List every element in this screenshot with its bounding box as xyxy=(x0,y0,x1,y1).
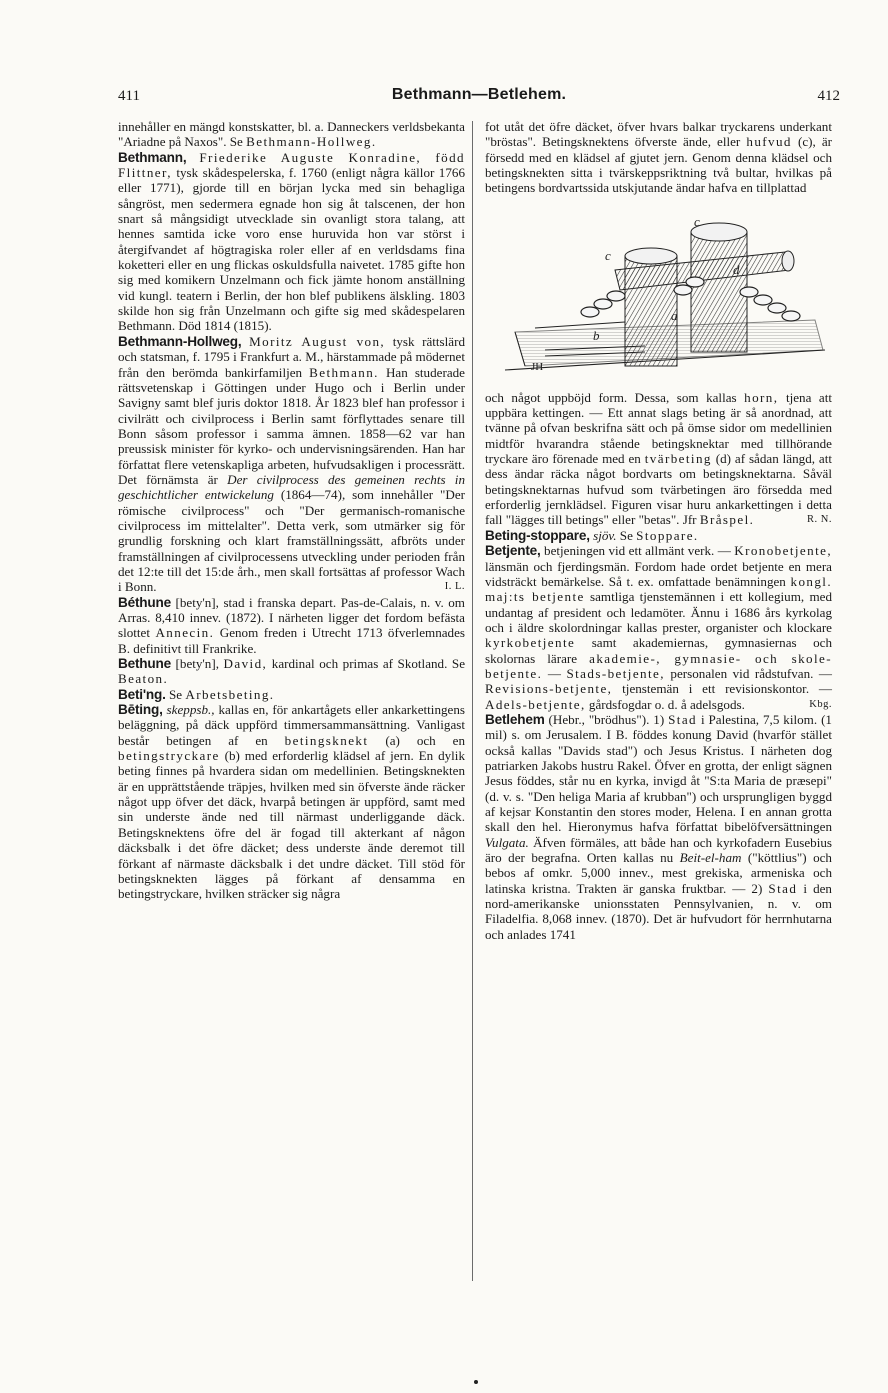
cross-reference: Stoppare. xyxy=(636,527,699,543)
entry-headword: Bethune xyxy=(118,656,171,672)
entry-bethune-city: Béthune [bety'n], stad i franska depart. Pas-de-Calais, n. v. om Arras. 8,410 innev. (1872). I närheten ligger det fordom befästa slottet Annecin. Genom freden i Utrecht 1713 öfverlemnades B. definitivt till Frankrike. xyxy=(118,594,466,656)
author-signature: I. L. xyxy=(444,581,465,593)
entry-headword: Bethmann-Hollweg, xyxy=(118,333,242,349)
cross-reference: Bethmann-Hollweg. xyxy=(246,134,377,150)
figure-label-b: b xyxy=(593,327,600,343)
left-column xyxy=(118,119,465,902)
paragraph-continuation: och något uppböjd form. Dessa, som kallas horn, tjena att uppbära kettingen. — Ett annat slags beting är så anordnad, att tvänne på ofvan beskrifna sätt och på ömse sidor om medellinien midtför hvarandra stående betingsknektar med tillhörande tryckare äro förenade med en tvärbeting (d) af sådan längd, att dess ändar räcka något bordvarts om betingsknektarna. Såväl betingsknektarnas hufvud som tvärbetingen äro försedda med erforderlig jernklädsel. Figuren visar huru ankarkettingen i detta fall "lägges till betings" eller "betas". Jfr Bråspel. R. N. xyxy=(485,389,832,528)
figure-label-a: a xyxy=(671,307,678,323)
right-column xyxy=(485,119,832,942)
paragraph-continuation: innehåller en mängd konstskatter, bl. a. Danneckers verldsbekanta "Ariadne på Naxos". Se Bethmann-Hollweg. xyxy=(118,119,465,150)
entry-headword: Bēting, xyxy=(118,702,163,718)
entry-beting-stoppare: Beting-stoppare, sjöv. Se Stoppare. xyxy=(485,527,699,543)
entry-betjente: Betjente, betjeningen vid ett allmänt verk. — Kronobetjente, länsmän och fjerdingsmän. Fordom hade ordet betjente en mera vidsträckt bemärkelse. Så t. ex. omfattade benämningen kongl. maj:ts betjente samtliga tjenstemännen i ett kollegium, med undantag af president och ledamöter. Ännu i 1686 års kyrkolag och i äldre skolordningar kallas prester, organister och klockare kyrkobetjente samt akademiernas, gymnasiernas och skolornas lärare akademie-, gymnasie- och skole-betjente. — Stads-betjente, personalen vid rådstufvan. — Revisions-betjente, tjenstemän i ett revisionskontor. — Adels-betjente, gårdsfogdar o. d. å adelsgods. Kbg. xyxy=(485,543,833,712)
page-number-left: 411 xyxy=(118,88,140,104)
entry-bethmann: Bethmann, Friederike Auguste Konradine, född Flittner, tysk skådespelerska, f. 1760 (enligt några källor 1766 eller 1771), gjorde till en början lycka med sin behagliga sångröst, men sedermera egnade hon sig åt talscenen, der hon snart så mångsidigt utvecklade sin ovanligt stora talang, att hennes samtida icke voro ense huruvida hon var störst i återgifvandet af högtragiska roler eller af en verldsdams fina koketteri eller en ung flickas oskuldsfulla naivetet. 1785 gifte hon sig med komikern Unzelmann och fick jämte honom anställning vid kungl. teatern i Berlin, der hon blef publikens älskling. 1803 skilde hon sig från Unzelmann och gifte sig med skådespelaren Bethmann. Död 1814 (1815). xyxy=(118,149,465,334)
entry-beting-ref: Beti'ng. Se Arbetsbeting. xyxy=(118,686,275,702)
entry-headword: Beti'ng. xyxy=(118,686,166,702)
beting-engraving xyxy=(485,200,832,388)
engraver-signature: JH xyxy=(531,360,544,373)
entry-headword: Béthune xyxy=(118,594,171,610)
print-mark xyxy=(474,1380,478,1384)
cross-reference: Bethmann. xyxy=(309,364,379,380)
cross-reference: Bråspel. xyxy=(699,512,755,528)
beting-illustration xyxy=(485,200,832,388)
entry-betlehem: Betlehem (Hebr., "brödhus"). 1) Stad i Palestina, 7,5 kilom. (1 mil) s. om Jerusalem. I B. föddes konung David (hvarför stället också kallas "Davids stad") och Jesus Kristus. I närheten dog patriarken Jakobs hustru Rakel. Öfver en grotta, der enligt sägnen Jesus föddes, står nu en kyrka, invigd åt "S:ta Maria de præsepi" (d. v. s. "Den heliga Maria af krubban") och ursprungligen byggd af kejsar Konstantin den stores moder, Helena. I en annan grotta skall den hel. Hieronymus hafva författat bibelöfversättningen Vulgata. Äfven förmäles, att både han och kyrkofadern Eusebius äro der begrafna. Orten kallas nu Beit-el-ham ("köttlius") och bebos af omkr. 5,000 innev., mest grekiska, armeniska och latinska kristna. Trakten är ganska fruktbar. — 2) Stad i den nord-amerikanske unionsstaten Pennsylvanien, n. v. om Filadelfia. 8,068 innev. (1870). Det är hufvudort för herrnhutarna och anlades 1741 xyxy=(485,711,832,942)
running-head: Bethmann—Betlehem. xyxy=(391,86,567,103)
entry-bethune-david: Bethune [bety'n], David, kardinal och primas af Skotland. Se Beaton. xyxy=(118,656,465,687)
entry-headword: Betjente, xyxy=(485,543,541,559)
cross-reference: Beaton. xyxy=(118,671,169,687)
entry-headword: Beting-stoppare, xyxy=(485,527,590,543)
entry-headword: Bethmann, xyxy=(118,149,187,165)
page-header xyxy=(118,88,840,110)
figure-label-c: c xyxy=(694,213,700,229)
cross-reference: Annecin. xyxy=(155,625,215,641)
book-title: Der civilprocess des gemeinen rechts in geschichtlicher entwickelung xyxy=(118,471,465,503)
entry-bethmann-hollweg: Bethmann-Hollweg, Moritz August von, tysk rättslärd och statsman, f. 1795 i Frankfurt a. M., härstammade på mödernet från den berömda bankirfamiljen Bethmann. Han studerade rättsvetenskap i Göttingen under Hugo och i Berlin under Savigny samt blef juris doktor 1818. År 1823 blef han professor i civilrätt och civilprocess i Berlin samt förflyttades senare till Bonn såsom professor i samma ämnen. 1858—62 var han preussisk minister för kyrko- och undervisningsärenden. Han har författat flere vetenskapliga arbeten, hufvudsakligen i processrätt. Det förnämsta är Der civilprocess des gemeinen rechts in geschichtlicher entwickelung (1864—74), som innehåller "Der römische civilprocess" och "Der germanisch-romanische civilprocess im mittelalter". Detta verk, som utmärker sig för grundlig forskning och klart framställningssätt, afbröts under framställningen af civilprocessens utveckling under perioden från det 12:te till det 15:de årh., men skall fortsättas af professor Wach i Bonn. I. L. xyxy=(118,333,466,595)
place-name: Beit-el-ham xyxy=(679,850,742,866)
paragraph-continuation: fot utåt det öfre däcket, öfver hvars balkar tryckarens underkant "bröstas". Betingsknektens öfverste ände, eller hufvud (c), är försedd med en klädsel af gjutet jern. Genom denna klädsel och betingsknekten sitta i tvärskeppsriktning två bultar, hvilkas på betingens bordvartssida utskjutande ändar hafva en tillplattad xyxy=(485,119,832,196)
book-title: Vulgata. xyxy=(485,834,529,850)
column-divider xyxy=(472,121,473,1281)
author-signature: R. N. xyxy=(807,514,832,526)
author-signature: Kbg. xyxy=(809,698,832,710)
figure-label-d: d xyxy=(733,261,740,277)
page-number-right: 412 xyxy=(817,88,840,104)
entry-beting: Bēting, skeppsb., kallas en, för ankartågets eller ankarkettingens beläggning, på däck uppförd timmersammansättning. Vanligast består betingen af en betingsknekt (a) och en betingstryckare (b) med erforderlig klädsel af jern. En dylik beting finnes på hvardera sidan om medellinien. Betingsknekten är en upprättstående träpjes, hvilken med sin öfverste ände räcker något upp öfver det däck, hvarpå betingen är uppförd, samt med sin underste ände ned till närmast underliggande däck. Betingsknektens öfre del är fogad till akterkant af någon däcksbalk i det öfre däcket; dess underste ände deremot till förkant af närmaste däcksbalk i det undre däcket. Till stöd för betingsknekten lägges på förkant af densamma en betingstryckare, hvilken sträcker sig några xyxy=(118,702,466,902)
entry-headword: Betlehem xyxy=(485,711,545,727)
cross-reference: Arbetsbeting. xyxy=(185,686,275,702)
figure-label-c: c xyxy=(605,247,611,263)
